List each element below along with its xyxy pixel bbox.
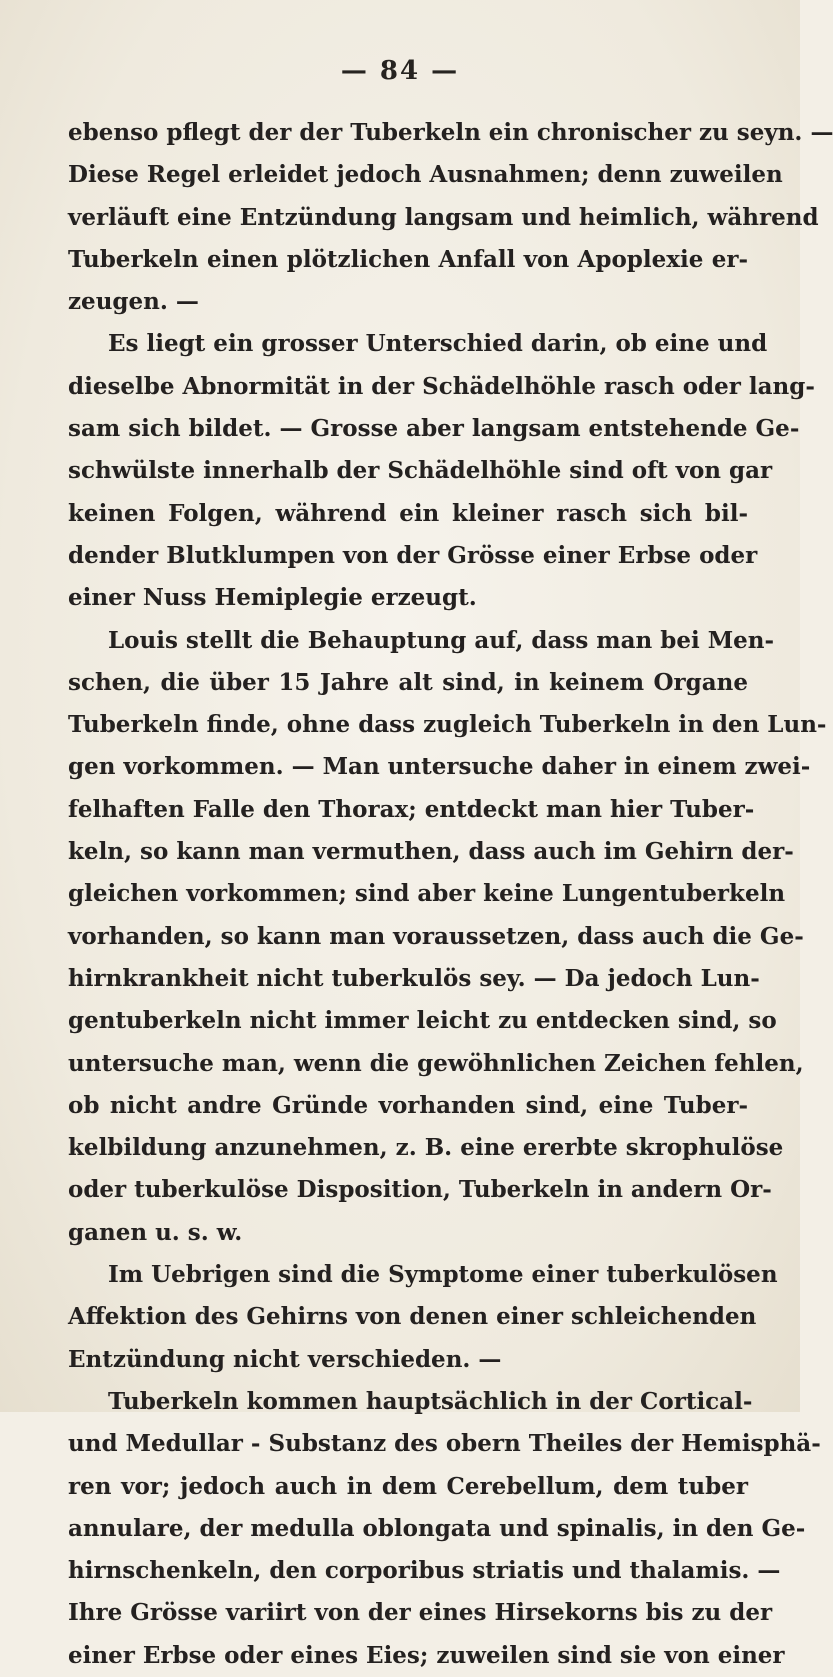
text-line: oder tuberkulöse Disposition, Tuberkeln in andern Or-: [68, 1176, 772, 1204]
page-number: — 84 —: [340, 56, 460, 86]
text-line: untersuche man, wenn die gewöhnlichen Zeichen fehlen,: [68, 1049, 804, 1077]
text-line: keinen Folgen, während ein kleiner rasch sich bil-: [68, 499, 748, 527]
text-line: Affektion des Gehirns von denen einer schleichenden: [68, 1303, 757, 1331]
text-line: einer Erbse oder eines Eies; zuweilen sind sie von einer: [68, 1641, 785, 1669]
text-line: Tuberkeln finde, ohne dass zugleich Tuberkeln in den Lun-: [68, 711, 827, 739]
text-line: kelbildung anzunehmen, z. B. eine ererbte skrophulöse: [68, 1134, 784, 1162]
text-line: Tuberkeln kommen hauptsächlich in der Cortical-: [108, 1387, 753, 1415]
text-line: zeugen. —: [68, 288, 199, 316]
text-line: ren vor; jedoch auch in dem Cerebellum, dem tuber: [68, 1472, 748, 1500]
text-line: vorhanden, so kann man voraussetzen, dass auch die Ge-: [68, 922, 804, 950]
text-line: Entzündung nicht verschieden. —: [68, 1345, 502, 1373]
text-line: sam sich bildet. — Grosse aber langsam entstehende Ge-: [68, 415, 800, 443]
text-line: ob nicht andre Gründe vorhanden sind, eine Tuber-: [68, 1091, 748, 1119]
text-line: Im Uebrigen sind die Symptome einer tuberkulösen: [108, 1261, 778, 1289]
text-line: Tuberkeln einen plötzlichen Anfall von Apoplexie er-: [68, 245, 748, 273]
text-line: hirnschenkeln, den corporibus striatis und thalamis. —: [68, 1557, 781, 1585]
text-line: schwülste innerhalb der Schädelhöhle sind oft von gar: [68, 457, 773, 485]
text-line: annulare, der medulla oblongata und spinalis, in den Ge-: [68, 1514, 806, 1542]
text-line: verläuft eine Entzündung langsam und heimlich, während: [68, 203, 819, 231]
text-line: Diese Regel erleidet jedoch Ausnahmen; denn zuweilen: [68, 161, 783, 189]
text-line: dieselbe Abnormität in der Schädelhöhle rasch oder lang-: [68, 372, 815, 400]
text-line: schen, die über 15 Jahre alt sind, in keinem Organe: [68, 668, 748, 696]
text-line: Ihre Grösse variirt von der eines Hirsekorns bis zu der: [68, 1599, 773, 1627]
text-line: gentuberkeln nicht immer leicht zu entdecken sind, so: [68, 1007, 777, 1035]
text-line: ganen u. s. w.: [68, 1218, 243, 1246]
text-line: felhaften Falle den Thorax; entdeckt man hier Tuber-: [68, 795, 755, 823]
text-line: Louis stellt die Behauptung auf, dass man bei Men-: [108, 626, 775, 654]
text-line: und Medullar - Substanz des obern Theiles der Hemisphä-: [68, 1430, 821, 1458]
text-line: einer Nuss Hemiplegie erzeugt.: [68, 584, 477, 612]
text-line: dender Blutklumpen von der Grösse einer Erbse oder: [68, 541, 758, 569]
text-line: gleichen vorkommen; sind aber keine Lungentuberkeln: [68, 880, 786, 908]
text-line: hirnkrankheit nicht tuberkulös sey. — Da jedoch Lun-: [68, 964, 760, 992]
body-text: [68, 112, 833, 1677]
text-line: gen vorkommen. — Man untersuche daher in einem zwei-: [68, 753, 811, 781]
text-line: ebenso pflegt der der Tuberkeln ein chronischer zu seyn. —: [68, 119, 833, 146]
text-line: Es liegt ein grosser Unterschied darin, ob eine und: [108, 330, 768, 358]
text-line: keln, so kann man vermuthen, dass auch im Gehirn der-: [68, 838, 794, 866]
